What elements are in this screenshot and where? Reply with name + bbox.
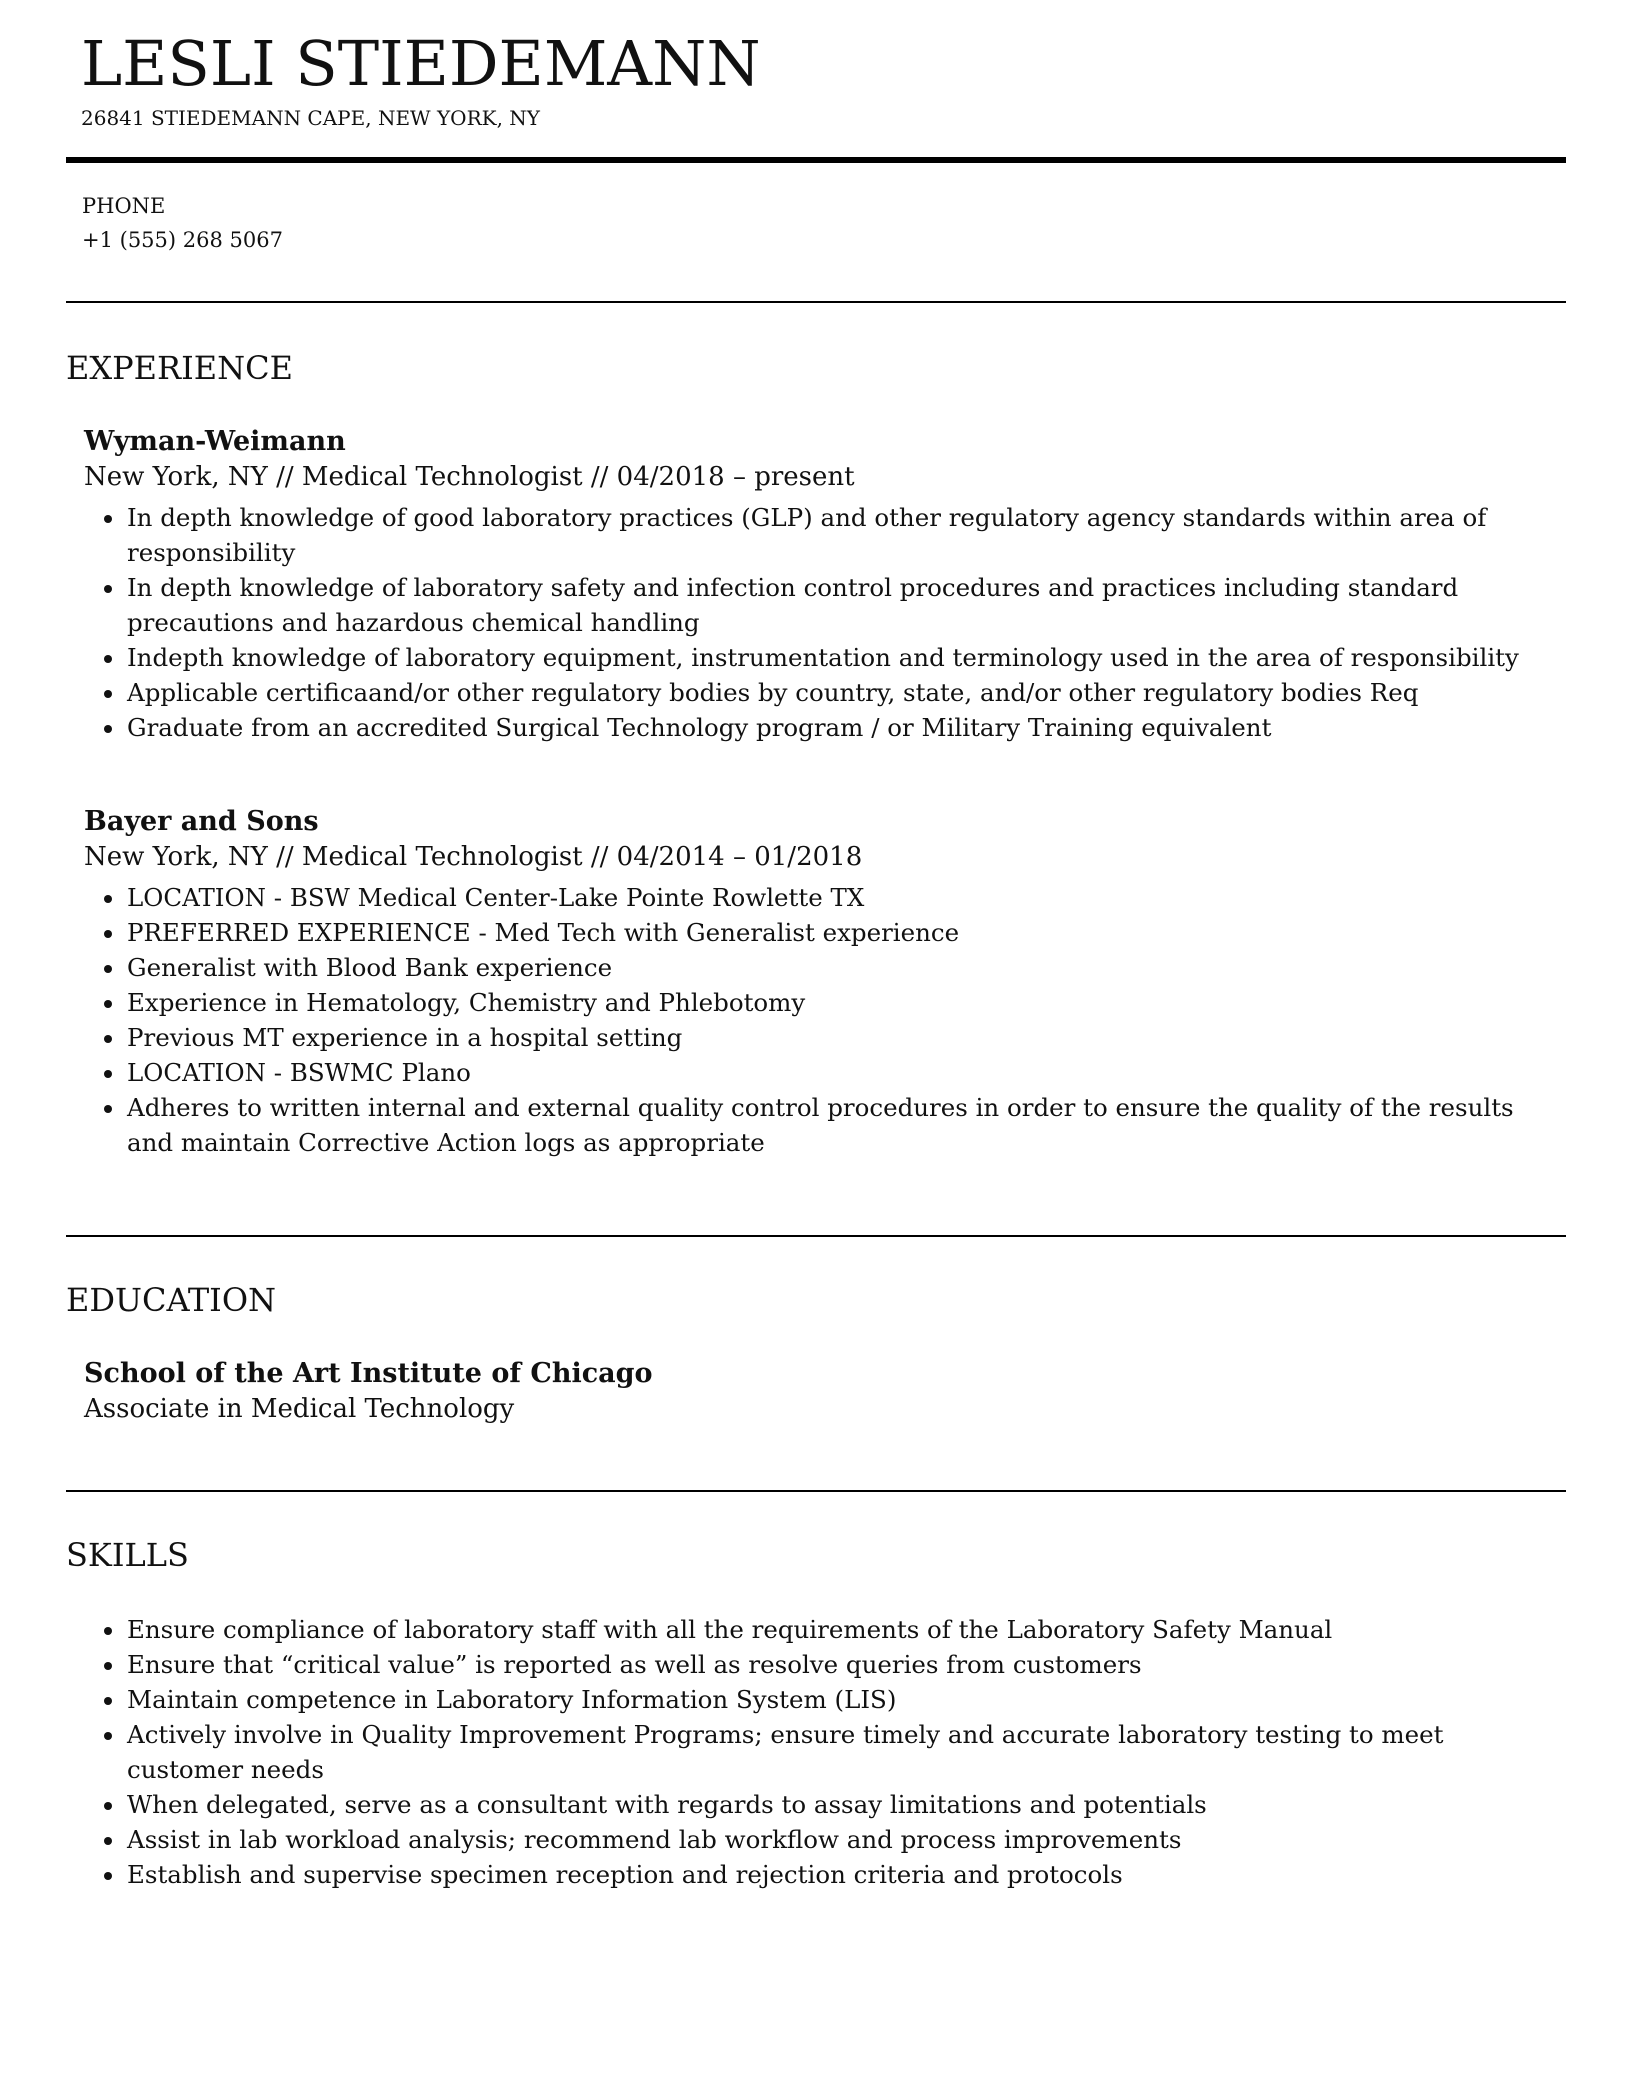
bullet-dot-icon <box>104 1000 112 1008</box>
job-entry <box>84 424 1566 745</box>
job-bullet-text: Graduate from an accredited Surgical Technology program / or Military Training equivalent <box>127 713 1272 742</box>
job-bullet-text: Applicable certificaand/or other regulatory bodies by country, state, and/or other regulatory bodies Req <box>127 678 1419 707</box>
bullet-dot-icon <box>104 1697 112 1705</box>
job-bullet-text: In depth knowledge of good laboratory practices (GLP) and other regulatory agency standards within area of responsibility <box>127 503 1487 567</box>
job-company: Wyman-Weimann <box>84 426 346 457</box>
candidate-name: LESLI STIEDEMANN <box>81 27 761 100</box>
skill-text: Establish and supervise specimen reception and rejection criteria and protocols <box>127 1860 1123 1889</box>
job-bullet-text: In depth knowledge of laboratory safety and infection control procedures and practices including standard precautions and hazardous chemical handling <box>127 573 1459 637</box>
phone-label: PHONE <box>82 194 166 218</box>
skill-text: Assist in lab workload analysis; recommend lab workflow and process improvements <box>127 1825 1182 1854</box>
job-bullet <box>84 915 1566 950</box>
skill-text: Ensure that “critical value” is reported as well as resolve queries from customers <box>127 1650 1142 1679</box>
experience-heading: EXPERIENCE <box>66 349 293 387</box>
skill-item <box>84 1612 1566 1647</box>
skill-item <box>84 1682 1566 1717</box>
job-meta: New York, NY // Medical Technologist // 04/2014 – 01/2018 <box>84 842 863 872</box>
skill-item <box>84 1857 1566 1892</box>
skill-text: When delegated, serve as a consultant with regards to assay limitations and potentials <box>127 1790 1207 1819</box>
job-bullet-text: Experience in Hematology, Chemistry and Phlebotomy <box>127 988 806 1017</box>
bullet-dot-icon <box>104 895 112 903</box>
education-entry <box>84 1356 1566 1427</box>
bullet-dot-icon <box>104 515 112 523</box>
job-bullet-text: Previous MT experience in a hospital setting <box>127 1023 683 1052</box>
job-bullets <box>84 500 1566 745</box>
job-bullet <box>84 1055 1566 1090</box>
experience-divider <box>66 1235 1566 1237</box>
job-bullet-text: Generalist with Blood Bank experience <box>127 953 613 982</box>
skill-item <box>84 1822 1566 1857</box>
bullet-dot-icon <box>104 930 112 938</box>
skill-text: Ensure compliance of laboratory staff with all the requirements of the Laboratory Safety Manual <box>127 1615 1333 1644</box>
bullet-dot-icon <box>104 690 112 698</box>
job-bullet <box>84 1020 1566 1055</box>
job-bullet <box>84 950 1566 985</box>
skill-item <box>84 1647 1566 1682</box>
skills-heading: SKILLS <box>66 1536 189 1574</box>
education-heading: EDUCATION <box>66 1281 277 1319</box>
skills-entry <box>84 1607 1566 1892</box>
bullet-dot-icon <box>104 725 112 733</box>
job-bullets <box>84 880 1566 1160</box>
skill-text: Actively involve in Quality Improvement Programs; ensure timely and accurate laboratory testing to meet customer needs <box>127 1720 1444 1784</box>
bullet-dot-icon <box>104 1802 112 1810</box>
job-bullet <box>84 710 1566 745</box>
bullet-dot-icon <box>104 1105 112 1113</box>
bullet-dot-icon <box>104 655 112 663</box>
bullet-dot-icon <box>104 1627 112 1635</box>
skill-item <box>84 1717 1566 1787</box>
job-bullet-text: Adheres to written internal and external quality control procedures in order to ensure the quality of the results and maintain Corrective Action logs as appropriate <box>127 1093 1514 1157</box>
job-bullet-text: PREFERRED EXPERIENCE - Med Tech with Generalist experience <box>127 918 960 947</box>
job-entry <box>84 804 1566 1160</box>
bullet-dot-icon <box>104 965 112 973</box>
bullet-dot-icon <box>104 1872 112 1880</box>
job-bullet <box>84 570 1566 640</box>
candidate-address: 26841 STIEDEMANN CAPE, NEW YORK, NY <box>81 106 540 130</box>
skill-text: Maintain competence in Laboratory Information System (LIS) <box>127 1685 897 1714</box>
job-bullet-text: LOCATION - BSW Medical Center-Lake Pointe Rowlette TX <box>127 883 865 912</box>
phone-value: +1 (555) 268 5067 <box>82 228 283 252</box>
bullet-dot-icon <box>104 1662 112 1670</box>
job-bullet <box>84 640 1566 675</box>
degree-name: Associate in Medical Technology <box>84 1394 515 1424</box>
bullet-dot-icon <box>104 585 112 593</box>
job-bullet <box>84 985 1566 1020</box>
job-meta: New York, NY // Medical Technologist // 04/2018 – present <box>84 462 855 492</box>
bullet-dot-icon <box>104 1837 112 1845</box>
job-bullet <box>84 880 1566 915</box>
skills-list <box>84 1612 1566 1892</box>
job-bullet-text: Indepth knowledge of laboratory equipment, instrumentation and terminology used in the area of responsibility <box>127 643 1519 672</box>
header-divider <box>66 157 1566 163</box>
job-bullet <box>84 1090 1566 1160</box>
job-company: Bayer and Sons <box>84 806 319 837</box>
skill-item <box>84 1787 1566 1822</box>
contact-divider <box>66 301 1566 303</box>
bullet-dot-icon <box>104 1035 112 1043</box>
bullet-dot-icon <box>104 1070 112 1078</box>
job-bullet <box>84 500 1566 570</box>
education-divider <box>66 1490 1566 1492</box>
job-bullet <box>84 675 1566 710</box>
school-name: School of the Art Institute of Chicago <box>84 1358 653 1389</box>
job-bullet-text: LOCATION - BSWMC Plano <box>127 1058 471 1087</box>
bullet-dot-icon <box>104 1732 112 1740</box>
